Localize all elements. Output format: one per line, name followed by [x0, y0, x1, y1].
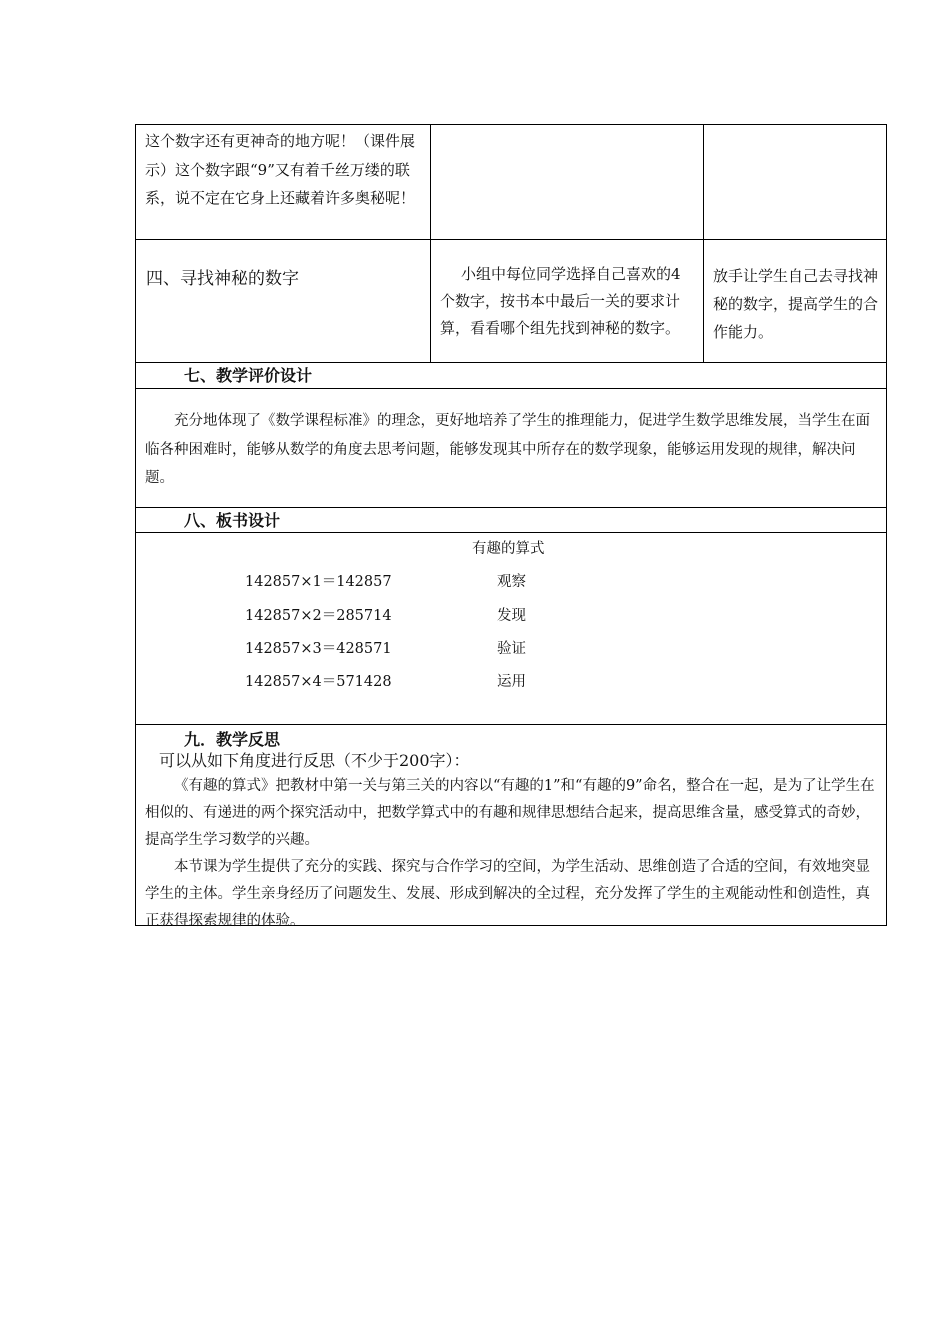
section7-body: 充分地体现了《数学课程标准》的理念，更好地培养了学生的推理能力，促进学生数学思维发展，当学生在面临各种困难时，能够从数学的角度去思考问题，能够发现其中所存在的数学现象，能够运用发现的规律，解决问题。	[145, 413, 870, 486]
row1-col1-text: 这个数字还有更神奇的地方呢！（课件展示）这个数字跟“9”又有着千丝万缕的联系，说不定在它身上还藏着许多奥秘呢！	[145, 132, 416, 207]
board-equation-2: 142857×2＝285714	[245, 608, 392, 624]
section9-cell	[135, 724, 887, 929]
board-word-4: 运用	[497, 674, 526, 690]
section9-heading: 九．教学反思	[184, 730, 281, 749]
section9-para1: 《有趣的算式》把教材中第一关与第三关的内容以“有趣的1”和“有趣的9”命名，整合在一起，是为了让学生在相似的、有递进的两个探究活动中，把数学算式中的有趣和规律思想结合起来，提高思维含量，感受算式的奇妙，提高学生学习数学的兴趣。	[145, 778, 875, 848]
board-equation-4: 142857×4＝571428	[245, 674, 392, 690]
board-word-2: 发现	[497, 608, 526, 624]
table-row2-col2	[430, 239, 704, 363]
section9-para2: 本节课为学生提供了充分的实践、探究与合作学习的空间，为学生活动、思维创造了合适的空间，有效地突显学生的主体。学生亲身经历了问题发生、发展、形成到解决的全过程，充分发挥了学生的主观能动性和创造性，真正获得探索规律的体验。	[145, 859, 870, 929]
section9-prompt: 可以从如下角度进行反思（不少于200字）：	[159, 751, 470, 770]
table-row1-col1	[135, 124, 431, 240]
section8-heading: 八、板书设计	[184, 511, 281, 530]
section7-heading-row	[135, 362, 887, 389]
section7-body-cell	[135, 388, 887, 508]
table-row1-col3	[703, 124, 887, 240]
row2-col3-text: 放手让学生自己去寻找神秘的数字，提高学生的合作能力。	[713, 267, 879, 341]
board-equation-1: 142857×1＝142857	[245, 574, 392, 590]
board-word-1: 观察	[497, 574, 526, 590]
section8-heading-row	[135, 507, 887, 533]
section8-board-cell	[135, 532, 887, 725]
row2-col2-text: 小组中每位同学选择自己喜欢的4个数字，按书本中最后一关的要求计算，看看哪个组先找到神秘的数字。	[440, 265, 681, 337]
board-equation-3: 142857×3＝428571	[245, 641, 392, 657]
board-title: 有趣的算式	[472, 541, 545, 557]
section7-heading: 七、教学评价设计	[184, 366, 313, 385]
table-row2-col3	[703, 239, 887, 363]
board-word-3: 验证	[497, 641, 526, 657]
table-row2-col1	[135, 239, 431, 363]
row2-col1-text: 四、寻找神秘的数字	[146, 269, 299, 289]
table-row1-col2	[430, 124, 704, 240]
